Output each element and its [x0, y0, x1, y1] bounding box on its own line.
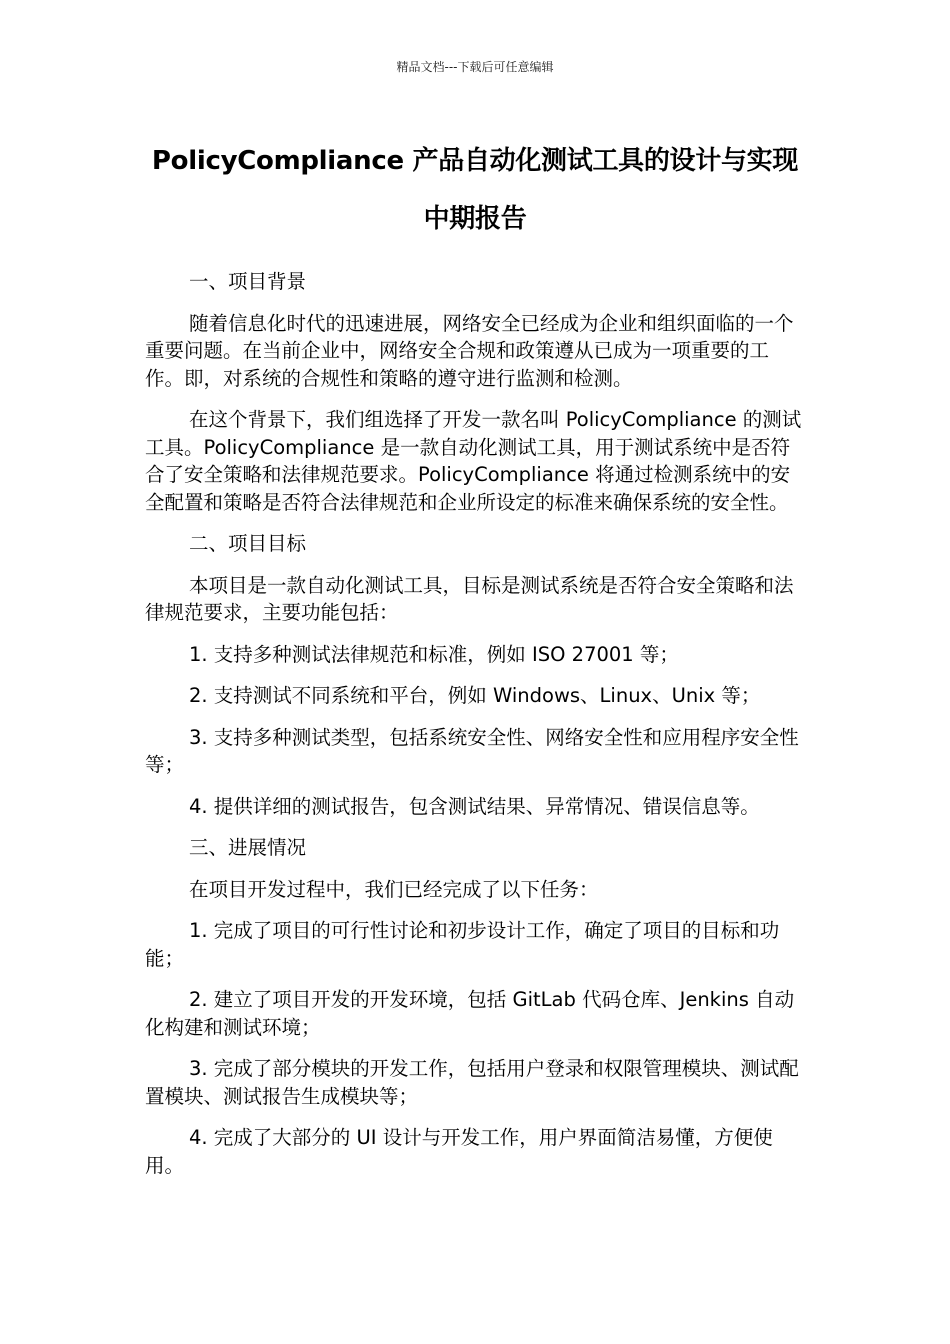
list-item: 2. 建立了项目开发的开发环境，包括 GitLab 代码仓库、Jenkins 自动化构建和测试环境； [145, 988, 795, 1039]
list-item: 3. 完成了部分模块的开发工作，包括用户登录和权限管理模块、测试配置模块、测试报告生成模块等； [145, 1057, 799, 1108]
paragraph: 本项目是一款自动化测试工具，目标是测试系统是否符合安全策略和法律规范要求，主要功能包括： [145, 573, 794, 624]
page-header: 精品文档---下载后可任意编辑 [396, 60, 554, 74]
list-item: 1. 完成了项目的可行性讨论和初步设计工作，确定了项目的目标和功能； [145, 919, 780, 970]
paragraph: 随着信息化时代的迅速进展，网络安全已经成为企业和组织面临的一个重要问题。在当前企业中，网络安全合规和政策遵从已成为一项重要的工作。即，对系统的合规性和策略的遵守进行监测和检测。 [145, 311, 794, 390]
list-item: 2. 支持测试不同系统和平台，例如 Windows、Linux、Unix 等； [189, 684, 761, 707]
list-item: 3. 支持多种测试类型，包括系统安全性、网络安全性和应用程序安全性等； [145, 725, 799, 776]
document-body [145, 268, 807, 1193]
list-item: 4. 提供详细的测试报告，包含测试结果、异常情况、错误信息等。 [189, 794, 760, 818]
section-heading-background: 一、项目背景 [189, 270, 307, 293]
paragraph: 在项目开发过程中，我们已经完成了以下任务： [189, 877, 599, 901]
section-heading-progress: 三、进展情况 [189, 836, 307, 859]
document-title: PolicyCompliance 产品自动化测试工具的设计与实现中期报告 [151, 146, 799, 234]
section-heading-goals: 二、项目目标 [189, 532, 307, 555]
paragraph: 在这个背景下，我们组选择了开发一款名叫 PolicyCompliance 的测试工具。PolicyCompliance 是一款自动化测试工具，用于测试系统中是否符合了安全策略和法律规范要求。PolicyCompliance 将通过检测系统中的安全配置和策略是否符合法律规范和企业所设定的标准来确保系统的安全性。 [145, 408, 802, 514]
list-item: 4. 完成了大部分的 UI 设计与开发工作，用户界面简洁易懂，方便使用。 [145, 1126, 773, 1177]
list-item: 1. 支持多种测试法律规范和标准，例如 ISO 27001 等； [189, 642, 679, 666]
